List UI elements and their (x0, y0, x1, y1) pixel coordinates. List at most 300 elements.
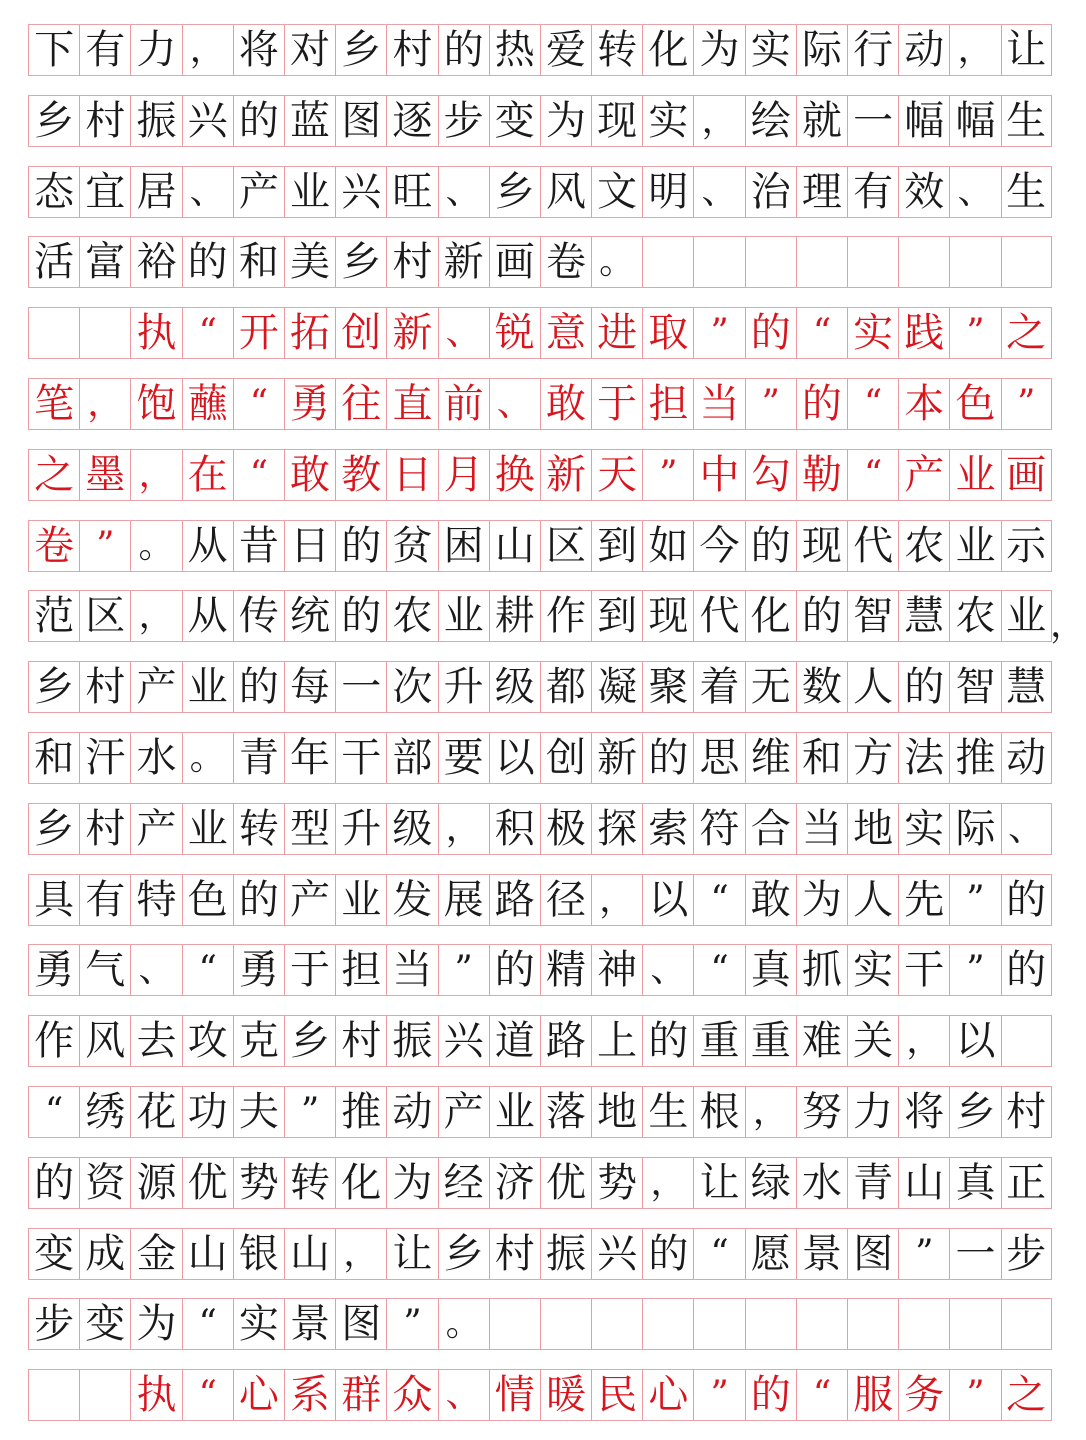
grid-cell: 当 (693, 379, 744, 429)
grid-cell: 、 (489, 379, 540, 429)
grid-cell: 的 (642, 733, 693, 783)
grid-cell: 敢 (745, 875, 796, 925)
grid-cell: 生 (1001, 96, 1052, 146)
grid-cell: 真 (745, 945, 796, 995)
grid-cell (1001, 1299, 1052, 1349)
grid-cell: 、 (130, 945, 181, 995)
grid-cell: 心 (642, 1370, 693, 1420)
grid-cell: ， (949, 25, 1000, 75)
grid-cell: 业 (1001, 591, 1052, 641)
grid-cell: 业 (335, 875, 386, 925)
grid-cell: 为 (693, 25, 744, 75)
grid-cell: 卷 (540, 237, 591, 287)
grid-cell: 为 (130, 1299, 181, 1349)
grid-cell: 动 (898, 25, 949, 75)
grid-cell: ， (130, 450, 181, 500)
grid-cell (489, 1299, 540, 1349)
grid-cell: 产 (233, 167, 284, 217)
grid-cell: 耕 (489, 591, 540, 641)
grid-cell: ， (898, 1016, 949, 1066)
grid-cell: ” (949, 945, 1000, 995)
grid-cell: 墨 (79, 450, 130, 500)
grid-cell: 智 (847, 591, 898, 641)
grid-cell: 聚 (642, 662, 693, 712)
grid-cell: 于 (591, 379, 642, 429)
grid-cell: 景 (796, 1229, 847, 1279)
grid-cell: ” (745, 379, 796, 429)
grid-cell: 从 (182, 591, 233, 641)
grid-cell: 代 (693, 591, 744, 641)
grid-cell: 水 (796, 1158, 847, 1208)
grid-cell: 宜 (79, 167, 130, 217)
grid-cell: 新 (540, 450, 591, 500)
grid-row (28, 1086, 1052, 1138)
grid-cell: 振 (540, 1229, 591, 1279)
grid-cell: 本 (898, 379, 949, 429)
grid-cell: 青 (233, 733, 284, 783)
grid-cell: 的 (1001, 945, 1052, 995)
grid-cell: 业 (489, 1087, 540, 1137)
grid-cell: 画 (489, 237, 540, 287)
grid-cell (642, 1299, 693, 1349)
grid-cell: 图 (335, 96, 386, 146)
grid-cell: 换 (489, 450, 540, 500)
grid-row (28, 307, 1052, 359)
grid-cell: 产 (130, 804, 181, 854)
grid-cell: 日 (386, 450, 437, 500)
grid-cell: 克 (233, 1016, 284, 1066)
grid-cell: 幅 (898, 96, 949, 146)
grid-cell: ” (949, 1370, 1000, 1420)
grid-cell: 年 (284, 733, 335, 783)
grid-cell (1001, 237, 1052, 287)
grid-cell: 图 (847, 1229, 898, 1279)
grid-cell (1001, 1016, 1052, 1066)
grid-cell: 的 (28, 1158, 79, 1208)
grid-cell (28, 1370, 79, 1420)
grid-cell: 风 (79, 1016, 130, 1066)
grid-cell (949, 237, 1000, 287)
grid-cell: “ (796, 308, 847, 358)
grid-cell: 天 (591, 450, 642, 500)
grid-cell: 开 (233, 308, 284, 358)
grid-cell: 每 (284, 662, 335, 712)
grid-cell: “ (182, 308, 233, 358)
grid-cell: 取 (642, 308, 693, 358)
grid-cell: 之 (1001, 1370, 1052, 1420)
grid-cell: 图 (335, 1299, 386, 1349)
grid-cell: ” (79, 521, 130, 571)
grid-row (28, 874, 1052, 926)
grid-cell: 现 (642, 591, 693, 641)
grid-cell: 创 (540, 733, 591, 783)
grid-cell: 逐 (386, 96, 437, 146)
grid-cell: 往 (335, 379, 386, 429)
grid-cell: 步 (1001, 1229, 1052, 1279)
grid-cell: ， (438, 804, 489, 854)
grid-cell: 一 (335, 662, 386, 712)
grid-cell: 勾 (745, 450, 796, 500)
grid-cell: 山 (489, 521, 540, 571)
grid-cell: 勇 (28, 945, 79, 995)
grid-cell: ” (693, 1370, 744, 1420)
grid-cell: 实 (642, 96, 693, 146)
grid-cell: 让 (1001, 25, 1052, 75)
grid-cell: 正 (1001, 1158, 1052, 1208)
grid-cell: 中 (693, 450, 744, 500)
grid-cell: 化 (745, 591, 796, 641)
grid-cell: ， (130, 591, 181, 641)
grid-cell: 月 (438, 450, 489, 500)
grid-cell: 发 (386, 875, 437, 925)
grid-cell: 村 (386, 237, 437, 287)
grid-cell: 执 (130, 308, 181, 358)
grid-cell: 敢 (284, 450, 335, 500)
grid-cell: 兴 (335, 167, 386, 217)
grid-cell: ” (693, 308, 744, 358)
grid-cell: 、 (1001, 804, 1052, 854)
grid-cell: 旺 (386, 167, 437, 217)
grid-cell: 的 (233, 662, 284, 712)
grid-cell: 以 (949, 1016, 1000, 1066)
grid-cell: 真 (949, 1158, 1000, 1208)
grid-cell: 幅 (949, 96, 1000, 146)
grid-cell: 地 (847, 804, 898, 854)
grid-cell: 合 (745, 804, 796, 854)
grid-cell: 升 (335, 804, 386, 854)
grid-cell: 要 (438, 733, 489, 783)
grid-cell: 传 (233, 591, 284, 641)
grid-cell: 以 (642, 875, 693, 925)
grid-cell: ， (182, 25, 233, 75)
grid-cell: 极 (540, 804, 591, 854)
grid-cell: 一 (949, 1229, 1000, 1279)
grid-cell: 让 (386, 1229, 437, 1279)
grid-cell: 热 (489, 25, 540, 75)
grid-cell: 、 (438, 1370, 489, 1420)
grid-cell: 级 (386, 804, 437, 854)
grid-cell (796, 237, 847, 287)
grid-cell: 锐 (489, 308, 540, 358)
grid-cell: 践 (898, 308, 949, 358)
grid-cell: 。 (438, 1299, 489, 1349)
grid-cell: 推 (335, 1087, 386, 1137)
grid-cell: 将 (233, 25, 284, 75)
grid-cell: 前 (438, 379, 489, 429)
grid-cell: 实 (898, 804, 949, 854)
grid-cell: ， (335, 1229, 386, 1279)
grid-cell: 。 (182, 733, 233, 783)
grid-cell: 生 (1001, 167, 1052, 217)
grid-cell: 新 (591, 733, 642, 783)
grid-cell: 众 (386, 1370, 437, 1420)
grid-cell: 际 (949, 804, 1000, 854)
grid-cell: ” (642, 450, 693, 500)
grid-cell (898, 237, 949, 287)
grid-cell: 成 (79, 1229, 130, 1279)
grid-cell (693, 237, 744, 287)
grid-cell: 农 (386, 591, 437, 641)
grid-cell: 理 (796, 167, 847, 217)
grid-cell: 具 (28, 875, 79, 925)
grid-cell: 化 (642, 25, 693, 75)
grid-cell: 无 (745, 662, 796, 712)
grid-cell (79, 1370, 130, 1420)
grid-cell: 资 (79, 1158, 130, 1208)
grid-cell: 乡 (335, 237, 386, 287)
grid-cell: 山 (898, 1158, 949, 1208)
grid-row (28, 1369, 1052, 1421)
grid-cell: 系 (284, 1370, 335, 1420)
grid-cell: ， (745, 1087, 796, 1137)
grid-cell: 的 (745, 1370, 796, 1420)
grid-cell: 群 (335, 1370, 386, 1420)
grid-cell: 探 (591, 804, 642, 854)
grid-cell: “ (847, 450, 898, 500)
grid-cell: 势 (233, 1158, 284, 1208)
grid-cell (642, 237, 693, 287)
grid-cell: 振 (130, 96, 181, 146)
grid-cell: 部 (386, 733, 437, 783)
grid-cell: 变 (79, 1299, 130, 1349)
grid-cell: 动 (1001, 733, 1052, 783)
grid-cell: 拓 (284, 308, 335, 358)
grid-cell: 符 (693, 804, 744, 854)
grid-cell: 在 (182, 450, 233, 500)
grid-cell: 于 (284, 945, 335, 995)
grid-cell (745, 237, 796, 287)
grid-cell: 优 (540, 1158, 591, 1208)
grid-cell (847, 1299, 898, 1349)
grid-cell: 金 (130, 1229, 181, 1279)
grid-cell: 夫 (233, 1087, 284, 1137)
grid-cell: 村 (386, 25, 437, 75)
grid-cell: ” (949, 875, 1000, 925)
grid-cell: ， (591, 875, 642, 925)
grid-cell: 、 (438, 167, 489, 217)
grid-cell: 维 (745, 733, 796, 783)
grid-cell: 兴 (182, 96, 233, 146)
grid-cell: 情 (489, 1370, 540, 1420)
grid-cell: 兴 (438, 1016, 489, 1066)
grid-cell: 源 (130, 1158, 181, 1208)
grid-cell: 现 (796, 521, 847, 571)
grid-cell: 努 (796, 1087, 847, 1137)
grid-cell: 裕 (130, 237, 181, 287)
grid-cell: 之 (28, 450, 79, 500)
grid-cell: 农 (898, 521, 949, 571)
grid-cell: 到 (591, 591, 642, 641)
grid-cell: 笔 (28, 379, 79, 429)
grid-cell: 村 (335, 1016, 386, 1066)
grid-cell: 业 (949, 521, 1000, 571)
grid-cell: 、 (642, 945, 693, 995)
grid-cell: 的 (233, 875, 284, 925)
grid-cell: 径 (540, 875, 591, 925)
grid-cell: 级 (489, 662, 540, 712)
grid-cell: 村 (1001, 1087, 1052, 1137)
grid-cell: 数 (796, 662, 847, 712)
grid-cell: 画 (1001, 450, 1052, 500)
grid-cell: 升 (438, 662, 489, 712)
grid-cell: 、 (182, 167, 233, 217)
grid-cell: 转 (233, 804, 284, 854)
grid-cell: 爱 (540, 25, 591, 75)
grid-cell: 作 (28, 1016, 79, 1066)
grid-cell: 绿 (745, 1158, 796, 1208)
grid-cell: 化 (335, 1158, 386, 1208)
grid-cell: 重 (693, 1016, 744, 1066)
grid-cell: “ (847, 379, 898, 429)
grid-cell: 干 (898, 945, 949, 995)
grid-cell: 势 (591, 1158, 642, 1208)
grid-cell: 今 (693, 521, 744, 571)
grid-cell: 让 (693, 1158, 744, 1208)
grid-cell: 民 (591, 1370, 642, 1420)
grid-cell: 力 (847, 1087, 898, 1137)
grid-row (28, 732, 1052, 784)
grid-cell: 有 (79, 25, 130, 75)
grid-cell: 居 (130, 167, 181, 217)
grid-cell: 慧 (1001, 662, 1052, 712)
grid-cell (591, 1299, 642, 1349)
grid-cell: 为 (386, 1158, 437, 1208)
grid-cell: 行 (847, 25, 898, 75)
grid-cell: 重 (745, 1016, 796, 1066)
grid-cell: 乡 (28, 96, 79, 146)
grid-cell: 日 (284, 521, 335, 571)
grid-cell: 乡 (284, 1016, 335, 1066)
grid-cell: 实 (847, 945, 898, 995)
grid-cell: 蘸 (182, 379, 233, 429)
grid-cell: 实 (745, 25, 796, 75)
grid-cell: 花 (130, 1087, 181, 1137)
grid-cell: 转 (591, 25, 642, 75)
grid-cell: 积 (489, 804, 540, 854)
grid-cell: 济 (489, 1158, 540, 1208)
grid-cell: 攻 (182, 1016, 233, 1066)
grid-row (28, 661, 1052, 713)
grid-cell: 实 (233, 1299, 284, 1349)
grid-cell: 次 (386, 662, 437, 712)
grid-cell: 业 (182, 662, 233, 712)
grid-cell: 担 (335, 945, 386, 995)
grid-cell: 新 (386, 308, 437, 358)
grid-cell: 教 (335, 450, 386, 500)
grid-cell: 抓 (796, 945, 847, 995)
grid-cell: 汗 (79, 733, 130, 783)
grid-cell: 勇 (284, 379, 335, 429)
grid-row (28, 236, 1052, 288)
grid-cell: 路 (540, 1016, 591, 1066)
grid-cell: 青 (847, 1158, 898, 1208)
grid-cell: 。 (130, 521, 181, 571)
grid-cell: 示 (1001, 521, 1052, 571)
grid-cell: ， (79, 379, 130, 429)
grid-cell: 际 (796, 25, 847, 75)
grid-row (28, 944, 1052, 996)
grid-cell: 从 (182, 521, 233, 571)
grid-cell: 功 (182, 1087, 233, 1137)
grid-cell: 有 (847, 167, 898, 217)
grid-cell: 产 (284, 875, 335, 925)
grid-cell: 范 (28, 591, 79, 641)
grid-cell: 精 (540, 945, 591, 995)
grid-cell: 之 (1001, 308, 1052, 358)
grid-cell: 村 (489, 1229, 540, 1279)
grid-cell: 道 (489, 1016, 540, 1066)
grid-cell: 直 (386, 379, 437, 429)
grid-cell (847, 237, 898, 287)
grid-cell: 有 (79, 875, 130, 925)
grid-row (28, 95, 1052, 147)
grid-cell (796, 1299, 847, 1349)
grid-cell: 的 (796, 591, 847, 641)
grid-cell: 优 (182, 1158, 233, 1208)
grid-cell: 动 (386, 1087, 437, 1137)
grid-cell: 银 (233, 1229, 284, 1279)
grid-cell: 新 (438, 237, 489, 287)
grid-cell: 乡 (335, 25, 386, 75)
grid-cell: 业 (182, 804, 233, 854)
grid-cell: 型 (284, 804, 335, 854)
grid-cell: 区 (79, 591, 130, 641)
grid-cell: 乡 (438, 1229, 489, 1279)
overflow-punctuation: ， (1050, 604, 1086, 646)
grid-cell: 的 (1001, 875, 1052, 925)
grid-cell: 变 (28, 1229, 79, 1279)
grid-cell (693, 1299, 744, 1349)
grid-cell: 乡 (28, 804, 79, 854)
grid-cell: 色 (182, 875, 233, 925)
grid-cell: 人 (847, 875, 898, 925)
grid-cell: 心 (233, 1370, 284, 1420)
grid-cell: 振 (386, 1016, 437, 1066)
grid-cell: 乡 (949, 1087, 1000, 1137)
grid-cell: “ (693, 875, 744, 925)
grid-cell: 的 (796, 379, 847, 429)
grid-cell: 人 (847, 662, 898, 712)
grid-cell: 到 (591, 521, 642, 571)
grid-cell: 代 (847, 521, 898, 571)
grid-cell: 去 (130, 1016, 181, 1066)
grid-cell: 以 (489, 733, 540, 783)
grid-row (28, 590, 1052, 642)
grid-cell: 为 (796, 875, 847, 925)
grid-cell: 文 (591, 167, 642, 217)
grid-cell: 蓝 (284, 96, 335, 146)
grid-cell: 步 (28, 1299, 79, 1349)
grid-cell: 卷 (28, 521, 79, 571)
grid-cell: 乡 (489, 167, 540, 217)
grid-cell: 难 (796, 1016, 847, 1066)
grid-cell: 对 (284, 25, 335, 75)
grid-cell: 区 (540, 521, 591, 571)
grid-cell: 现 (591, 96, 642, 146)
grid-cell: 的 (233, 96, 284, 146)
grid-cell: 色 (949, 379, 1000, 429)
grid-cell: 、 (438, 308, 489, 358)
grid-cell: 地 (591, 1087, 642, 1137)
grid-cell: 和 (796, 733, 847, 783)
grid-cell: 慧 (898, 591, 949, 641)
grid-cell: 富 (79, 237, 130, 287)
grid-cell: 推 (949, 733, 1000, 783)
grid-cell: 的 (335, 591, 386, 641)
grid-cell: 先 (898, 875, 949, 925)
grid-cell: 转 (284, 1158, 335, 1208)
grid-cell: 务 (898, 1370, 949, 1420)
